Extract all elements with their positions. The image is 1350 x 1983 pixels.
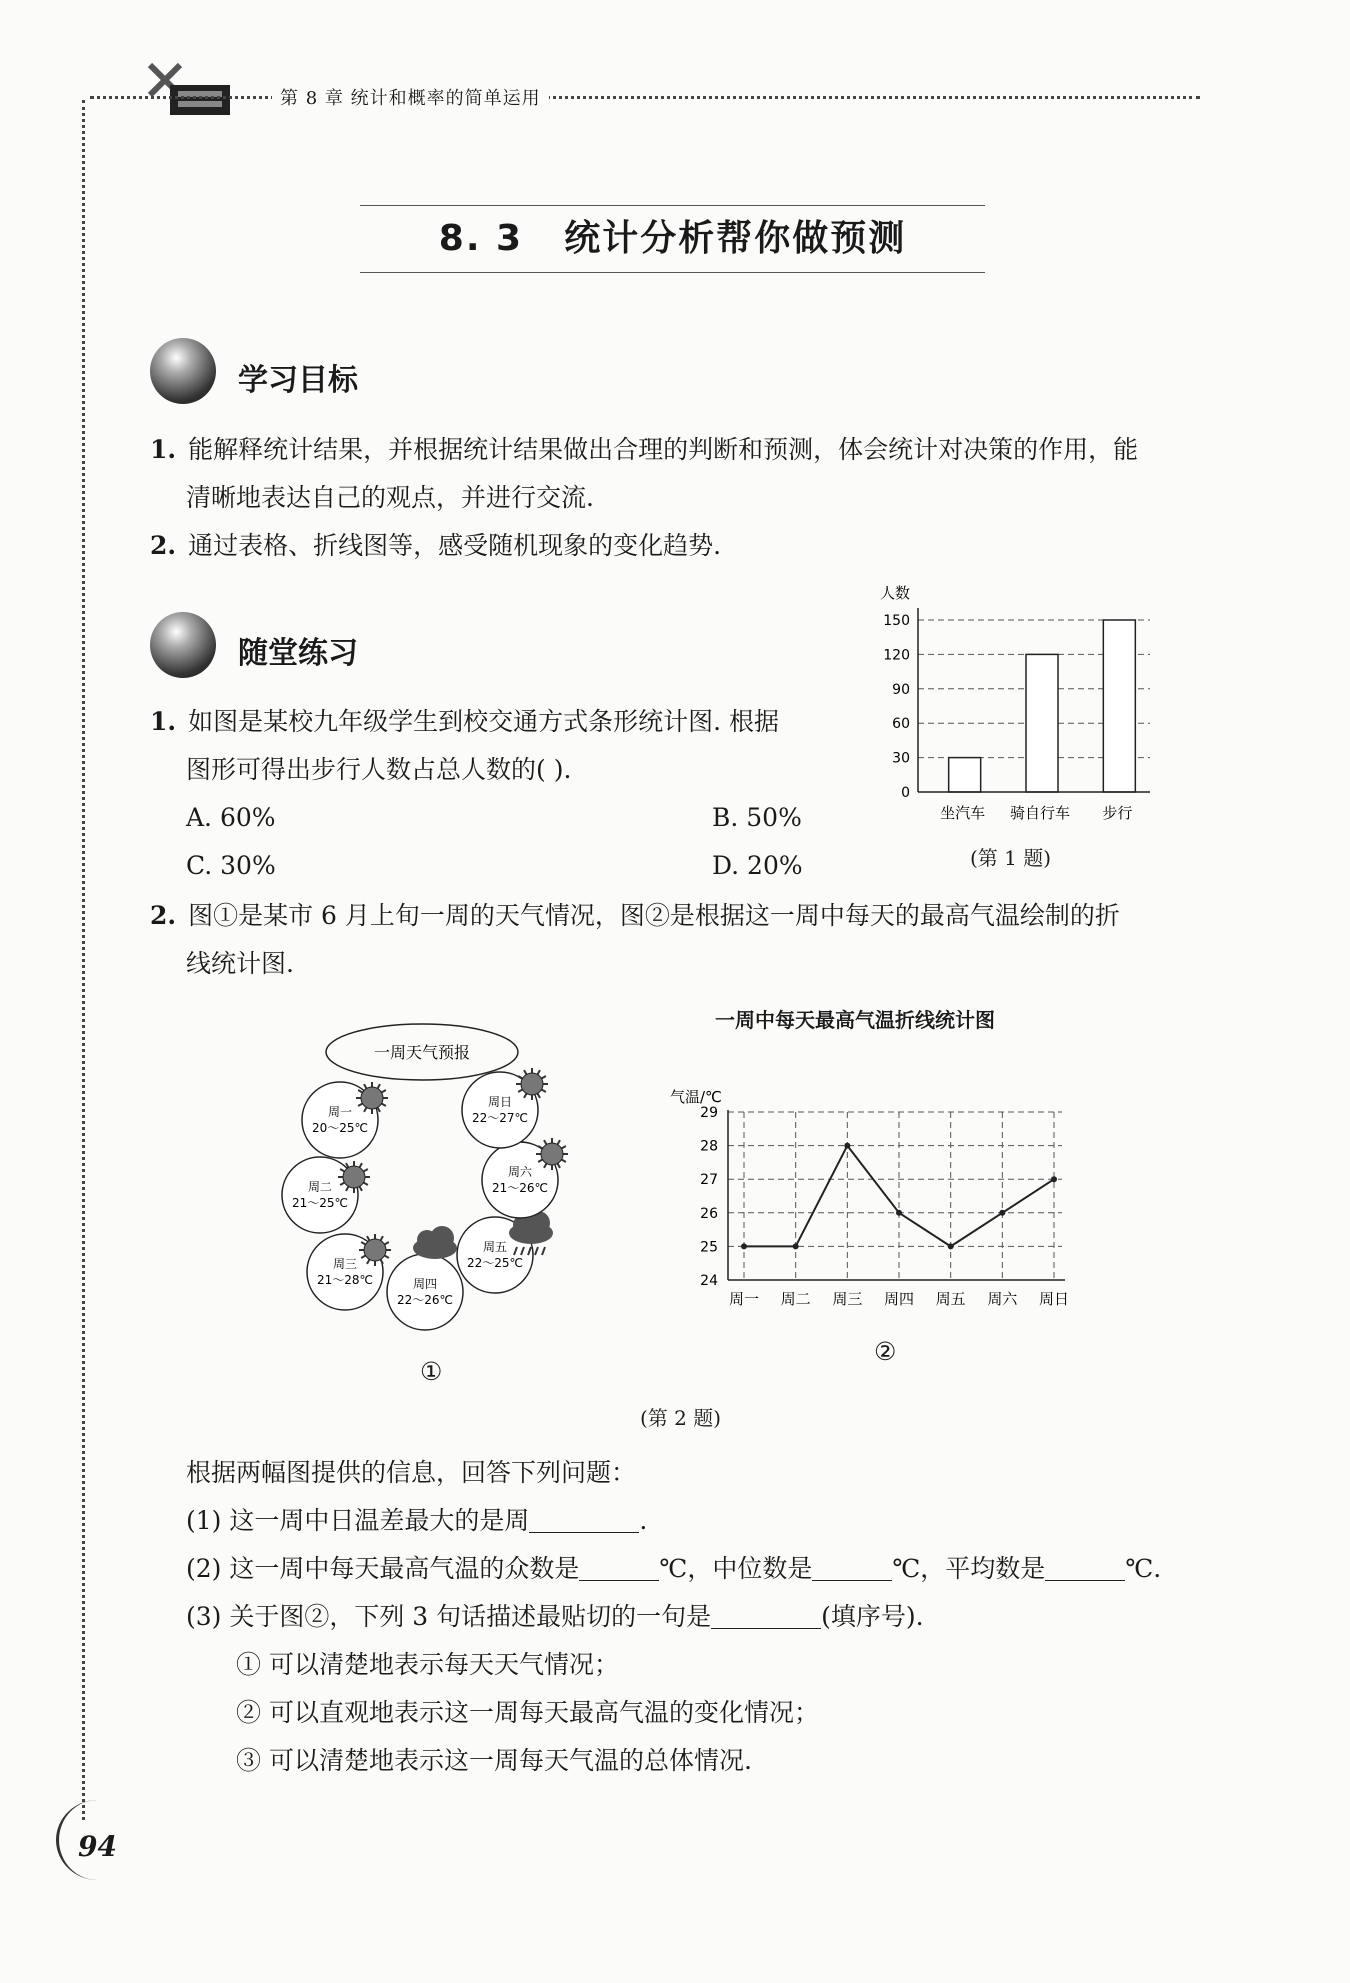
- line-point-0: [741, 1243, 747, 1249]
- section-title: [360, 205, 985, 273]
- globe-icon: [150, 612, 216, 678]
- weather-figure: [270, 1010, 600, 1340]
- weather-day-temp: 22～26℃: [396, 1293, 454, 1307]
- q2-sub3-option-2: ② 可以直观地表示这一周每天最高气温的变化情况；: [236, 1698, 819, 1727]
- q2-sub2-blank-median[interactable]: [812, 1556, 892, 1581]
- weather-day-2: [307, 1234, 391, 1310]
- q2-line1: 图①是某市 6 月上旬一周的天气情况，图②是根据这一周中每天的最高气温绘制的折: [188, 901, 1120, 930]
- q2-sub3-blank[interactable]: [711, 1604, 821, 1629]
- bar-chart-ylabel: 人数: [880, 584, 911, 602]
- line-point-2: [844, 1143, 850, 1149]
- bar-ytick-label: 150: [883, 613, 910, 629]
- line-ytick-label: 28: [700, 1138, 718, 1155]
- q2-number: 2.: [150, 901, 177, 930]
- objective-1-number: 1.: [150, 435, 177, 464]
- practice-heading: 随堂练习: [238, 636, 358, 671]
- q2-caption: (第 2 题): [640, 1406, 722, 1430]
- weather-day-name: 周二: [307, 1180, 333, 1194]
- bar-xtick-label: 坐汽车: [940, 804, 986, 822]
- line-xtick-label: 周四: [883, 1290, 915, 1308]
- line-xtick-label: 周一: [728, 1290, 760, 1308]
- line-xtick-label: 周二: [780, 1290, 811, 1308]
- weather-day-6: [462, 1068, 548, 1148]
- bar-ytick-label: 0: [901, 785, 910, 801]
- line-point-1: [793, 1243, 799, 1249]
- weather-day-temp: 21～28℃: [316, 1273, 374, 1287]
- weather-day-1: [282, 1157, 370, 1233]
- q2-sub3-end: (填序号).: [821, 1602, 924, 1631]
- weather-day-4: [457, 1211, 553, 1293]
- line-point-4: [948, 1243, 954, 1249]
- weather-day-5: [482, 1138, 568, 1218]
- q1-line1: 如图是某校九年级学生到校交通方式条形统计图. 根据: [188, 707, 780, 736]
- q1-caption: (第 1 题): [970, 846, 1052, 870]
- q2-line2: 线统计图.: [186, 949, 294, 978]
- objective-2-number: 2.: [150, 531, 177, 560]
- objective-1-line2: 清晰地表达自己的观点，并进行交流.: [186, 483, 594, 512]
- objective-item-1: [150, 432, 1138, 468]
- weather-day-temp: 20～25℃: [311, 1121, 369, 1135]
- sphere-icon: [150, 338, 216, 404]
- header-logo: [140, 55, 240, 125]
- q2-sub1-text: (1) 这一周中日温差最大的是周: [186, 1506, 530, 1535]
- chapter-header: 第 8 章 统计和概率的简单运用: [272, 84, 549, 110]
- q2-sub2-blank-mode[interactable]: [579, 1556, 659, 1581]
- q2-sub1: [186, 1503, 647, 1539]
- section-title-text: 统计分析帮你做预测: [564, 218, 907, 259]
- bar-ytick-label: 90: [892, 681, 910, 698]
- line-xtick-label: 周六: [987, 1290, 1018, 1308]
- line-point-3: [896, 1210, 902, 1216]
- weather-title: 一周天气预报: [373, 1043, 471, 1062]
- bar-0: [949, 758, 981, 792]
- q2-sub2-text-c: ℃，平均数是: [892, 1554, 1046, 1583]
- line-chart-ylabel: 气温/℃: [670, 1088, 722, 1106]
- q2-intro: 根据两幅图提供的信息，回答下列问题：: [186, 1458, 637, 1487]
- header-divider: [90, 96, 1200, 99]
- weather-day-name: 周六: [507, 1165, 533, 1179]
- q2-sub3-option-1: ① 可以清楚地表示每天天气情况；: [236, 1650, 619, 1679]
- line-ytick-label: 24: [700, 1273, 718, 1289]
- q2-sub2-blank-mean[interactable]: [1045, 1556, 1125, 1581]
- fig2-label: ②: [874, 1337, 897, 1366]
- line-ytick-label: 26: [700, 1205, 718, 1222]
- fig1-label: ①: [420, 1357, 443, 1386]
- weather-day-name: 周四: [412, 1277, 438, 1291]
- q2-sub2-text-b: ℃，中位数是: [659, 1554, 813, 1583]
- weather-day-name: 周一: [327, 1105, 353, 1119]
- line-point-6: [1051, 1176, 1057, 1182]
- q1-option-a: A. 60%: [186, 803, 276, 832]
- objective-2-line1: 通过表格、折线图等，感受随机现象的变化趋势.: [188, 531, 722, 560]
- bar-xtick-label: 骑自行车: [1009, 804, 1071, 822]
- line-ytick-label: 29: [700, 1105, 718, 1121]
- bar-ytick-label: 60: [892, 716, 910, 733]
- q2-sub2-text-d: ℃.: [1125, 1554, 1162, 1583]
- bar-ytick-label: 120: [883, 647, 910, 664]
- weather-day-temp: 22～27℃: [471, 1111, 529, 1125]
- weather-day-circle: [387, 1254, 463, 1330]
- objectives-heading: 学习目标: [238, 363, 358, 398]
- objective-1-line1: 能解释统计结果，并根据统计结果做出合理的判断和预测，体会统计对决策的作用，能: [188, 435, 1139, 464]
- weather-day-temp: 21～25℃: [291, 1196, 349, 1210]
- q2-sub3-text: (3) 关于图②，下列 3 句话描述最贴切的一句是: [186, 1602, 712, 1631]
- line-point-5: [999, 1210, 1005, 1216]
- line-ytick-label: 25: [700, 1239, 718, 1256]
- q1-number: 1.: [150, 707, 177, 736]
- margin-divider: [82, 100, 85, 1820]
- question-1: [150, 704, 779, 740]
- q2-sub2: [186, 1551, 1161, 1587]
- q2-sub3: [186, 1599, 924, 1635]
- q2-sub3-option-3: ③ 可以清楚地表示这一周每天气温的总体情况.: [236, 1746, 752, 1775]
- q1-line2: 图形可得出步行人数占总人数的( ).: [186, 755, 572, 784]
- weather-day-0: [302, 1082, 388, 1158]
- line-xtick-label: 周日: [1038, 1290, 1070, 1308]
- weather-day-name: 周三: [332, 1257, 358, 1271]
- line-chart: [660, 1070, 1080, 1320]
- line-chart-title: 一周中每天最高气温折线统计图: [715, 1008, 995, 1032]
- q1-option-b: B. 50%: [712, 803, 802, 832]
- question-2: [150, 898, 1120, 934]
- page-number: 94: [78, 1830, 117, 1863]
- q1-option-c: C. 30%: [186, 851, 276, 880]
- q2-sub1-blank[interactable]: [529, 1508, 639, 1533]
- bar-1: [1026, 654, 1058, 792]
- bar-xtick-label: 步行: [1102, 804, 1133, 822]
- line-xtick-label: 周三: [832, 1290, 863, 1308]
- weather-day-name: 周日: [487, 1095, 513, 1109]
- bar-2: [1103, 620, 1135, 792]
- bar-chart: [860, 580, 1160, 830]
- q1-option-d: D. 20%: [712, 851, 803, 880]
- bar-ytick-label: 30: [892, 750, 910, 767]
- cloud-icon: [413, 1226, 457, 1259]
- weather-day-name: 周五: [482, 1240, 508, 1254]
- section-number: 8. 3: [438, 218, 524, 259]
- weather-day-3: [387, 1226, 463, 1330]
- weather-day-temp: 21～26℃: [491, 1181, 549, 1195]
- q2-sub1-end: .: [639, 1506, 648, 1535]
- q2-sub2-text-a: (2) 这一周中每天最高气温的众数是: [186, 1554, 580, 1583]
- weather-day-temp: 22～25℃: [466, 1256, 524, 1270]
- objective-item-2: [150, 528, 721, 564]
- line-ytick-label: 27: [700, 1172, 718, 1189]
- line-xtick-label: 周五: [935, 1290, 966, 1308]
